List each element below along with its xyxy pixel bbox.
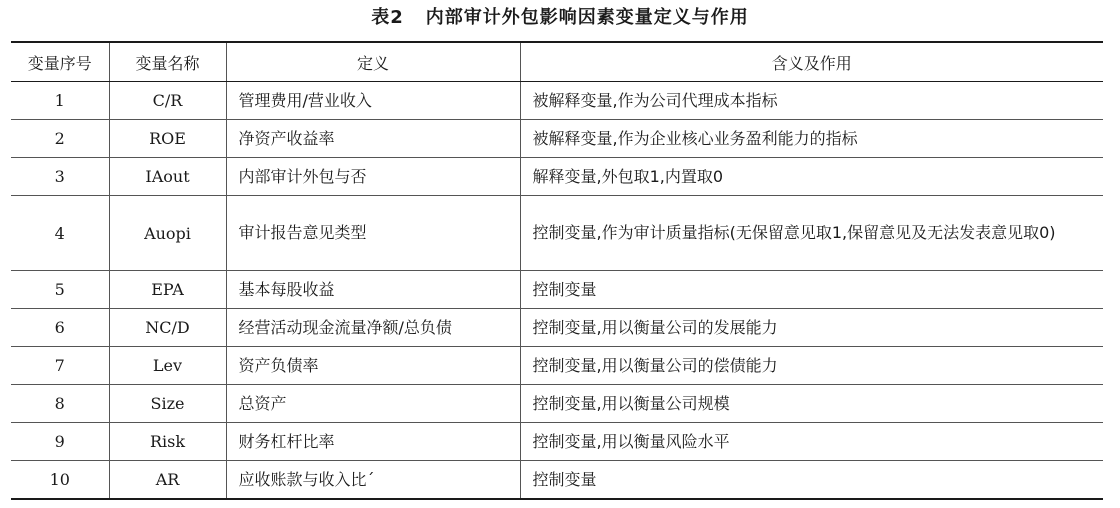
header-variable-number: 变量序号 — [11, 42, 109, 82]
cell-variable: IAout — [109, 158, 226, 196]
cell-number: 6 — [11, 309, 109, 347]
cell-number: 1 — [11, 82, 109, 120]
table-number: 表2 — [371, 7, 404, 28]
table-row — [11, 347, 1103, 385]
cell-role: 控制变量,作为审计质量指标(无保留意见取1,保留意见及无法发表意见取0) — [520, 196, 1103, 271]
cell-variable: Risk — [109, 423, 226, 461]
variable-definition-table — [11, 41, 1103, 500]
table-row — [11, 423, 1103, 461]
cell-number: 2 — [11, 120, 109, 158]
cell-variable: C/R — [109, 82, 226, 120]
cell-variable: EPA — [109, 271, 226, 309]
cell-variable: AR — [109, 461, 226, 500]
header-row — [11, 42, 1103, 82]
cell-role: 被解释变量,作为企业核心业务盈利能力的指标 — [520, 120, 1103, 158]
cell-role: 控制变量,用以衡量公司的发展能力 — [520, 309, 1103, 347]
cell-definition: 净资产收益率 — [226, 120, 520, 158]
cell-role: 解释变量,外包取1,内置取0 — [520, 158, 1103, 196]
cell-role: 被解释变量,作为公司代理成本指标 — [520, 82, 1103, 120]
cell-number: 5 — [11, 271, 109, 309]
cell-variable: Lev — [109, 347, 226, 385]
cell-variable: Size — [109, 385, 226, 423]
cell-definition: 资产负债率 — [226, 347, 520, 385]
cell-definition: 总资产 — [226, 385, 520, 423]
cell-variable: Auopi — [109, 196, 226, 271]
cell-variable: ROE — [109, 120, 226, 158]
table-title: 内部审计外包影响因素变量定义与作用 — [425, 7, 749, 28]
header-variable-name: 变量名称 — [109, 42, 226, 82]
table-row — [11, 385, 1103, 423]
header-meaning-role: 含义及作用 — [520, 42, 1103, 82]
cell-variable: NC/D — [109, 309, 226, 347]
table-row — [11, 158, 1103, 196]
cell-number: 3 — [11, 158, 109, 196]
cell-definition: 应收账款与收入比ˊ — [226, 461, 520, 500]
cell-definition: 内部审计外包与否 — [226, 158, 520, 196]
cell-definition: 财务杠杆比率 — [226, 423, 520, 461]
table-caption — [0, 0, 1120, 38]
cell-definition: 管理费用/营业收入 — [226, 82, 520, 120]
cell-role: 控制变量,用以衡量公司规模 — [520, 385, 1103, 423]
table-row — [11, 271, 1103, 309]
cell-definition: 基本每股收益 — [226, 271, 520, 309]
header-definition: 定义 — [226, 42, 520, 82]
cell-definition: 经营活动现金流量净额/总负债 — [226, 309, 520, 347]
cell-number: 9 — [11, 423, 109, 461]
table-row — [11, 196, 1103, 271]
table-row — [11, 309, 1103, 347]
cell-role: 控制变量,用以衡量公司的偿债能力 — [520, 347, 1103, 385]
table-row — [11, 120, 1103, 158]
cell-definition: 审计报告意见类型 — [226, 196, 520, 271]
cell-number: 10 — [11, 461, 109, 500]
cell-role: 控制变量 — [520, 461, 1103, 500]
table-row — [11, 461, 1103, 500]
cell-role: 控制变量 — [520, 271, 1103, 309]
cell-number: 7 — [11, 347, 109, 385]
cell-number: 8 — [11, 385, 109, 423]
table-row — [11, 82, 1103, 120]
cell-number: 4 — [11, 196, 109, 271]
cell-role: 控制变量,用以衡量风险水平 — [520, 423, 1103, 461]
